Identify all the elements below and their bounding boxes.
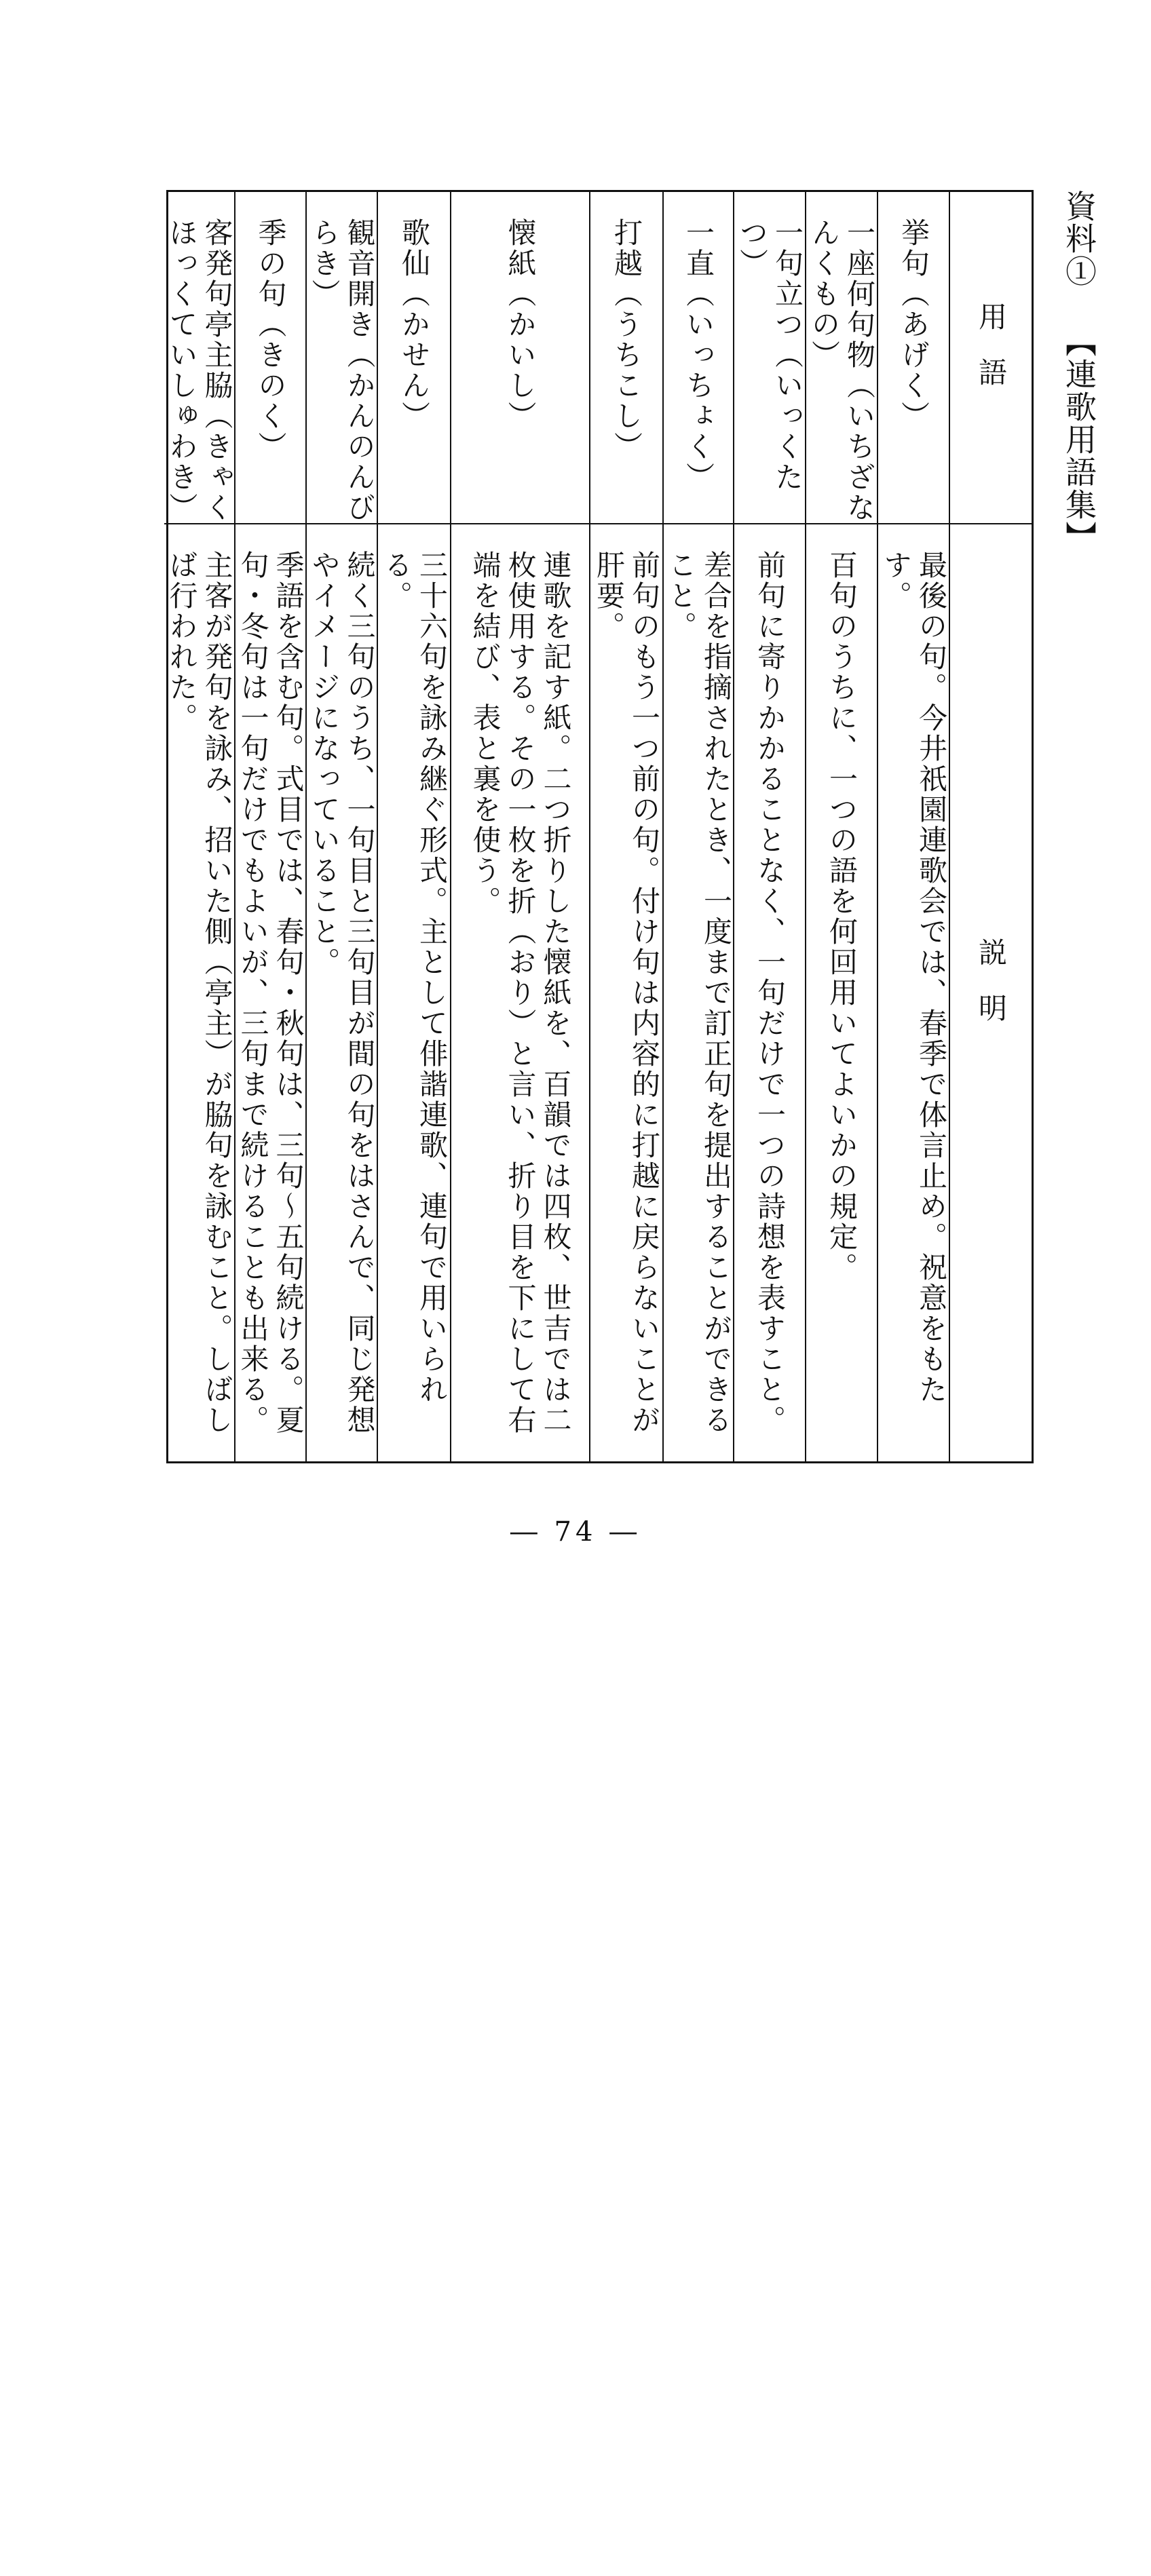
term-cell [378, 192, 450, 524]
term-text: 一直（いっちょく） [682, 218, 715, 493]
glossary-table [166, 190, 1034, 1463]
term-cell [806, 192, 877, 524]
description-cell [878, 524, 949, 1461]
description-cell [307, 524, 377, 1461]
table-row [589, 192, 662, 1461]
term-text: 打越（うちこし） [610, 218, 643, 462]
term-cell [451, 192, 589, 524]
table-header-column [949, 192, 1032, 1461]
term-cell [664, 192, 733, 524]
table-row [305, 192, 377, 1461]
term-cell [235, 192, 305, 524]
description-text: 最後の句。今井祇園連歌会では、春季で体言止め。祝意をもたす。 [880, 550, 948, 1405]
description-text: 主客が発句を詠み、招いた側（亭主）が脇句を詠むこと。しばしば行われた。 [165, 550, 234, 1436]
description-cell [734, 524, 805, 1461]
description-cell [806, 524, 877, 1461]
table-row [877, 192, 949, 1461]
description-text: 季語を含む句。式目では、春句・秋句は、三句～五句続ける。夏句・冬句は一句だけでもよいが、三句まで続けることも出来る。 [236, 550, 305, 1436]
description-text: 差合を指摘されたとき、一度まで訂正句を提出することができること。 [664, 550, 733, 1436]
description-header-cell [950, 524, 1032, 1461]
description-text: 連歌を記す紙。二つ折りした懐紙を、百韻では四枚、世吉では二枚使用する。その一枚を折（おり）と言い、折り目を下にして右端を結び、表と裏を使う。 [468, 550, 573, 1436]
term-header: 用語 [975, 302, 1008, 413]
description-text: 百句のうちに、一つの語を何回用いてよいかの規定。 [825, 550, 858, 1283]
page-number: ― 74 ― [510, 1516, 641, 1547]
term-cell [734, 192, 805, 524]
table-row [450, 192, 589, 1461]
description-text: 前句に寄りかかることなく、一句だけで一つの詩想を表すこと。 [753, 550, 787, 1436]
description-cell [235, 524, 305, 1461]
description-text: 前句のもう一つ前の句。付け句は内容的に打越に戻らないことが肝要。 [592, 550, 661, 1436]
table-row [164, 192, 234, 1461]
term-text: 挙句（あげく） [897, 218, 930, 431]
term-text: 歌仙（かせん） [398, 218, 431, 431]
page-title: 資料① 【連歌用語集】 [1061, 190, 1097, 554]
table-row [733, 192, 805, 1461]
description-text: 三十六句を詠み継ぐ形式。主として俳諧連歌、連句で用いられる。 [380, 550, 449, 1405]
description-cell [590, 524, 662, 1461]
table-row [805, 192, 877, 1461]
description-cell [664, 524, 733, 1461]
table-row [234, 192, 305, 1461]
description-cell [164, 524, 234, 1461]
term-cell [878, 192, 949, 524]
term-text: 客発句亭主脇（きゃくほっくていしゅわき） [165, 218, 234, 523]
table-row [662, 192, 733, 1461]
term-text: 観音開き（かんのんびらき） [307, 218, 377, 523]
description-text: 続く三句のうち、一句目と三句目が間の句をはさんで、同じ発想やイメージになっていること。 [307, 550, 377, 1436]
term-cell [164, 192, 234, 524]
term-cell [307, 192, 377, 524]
term-text: 季の句（きのく） [254, 218, 288, 462]
description-header: 説明 [975, 937, 1008, 1049]
term-text: 一座何句物（いちざなんくもの） [808, 218, 876, 523]
description-cell [451, 524, 589, 1461]
term-header-cell [950, 192, 1032, 524]
term-text: 一句立つ（いっくたつ） [736, 218, 804, 493]
table-row [377, 192, 450, 1461]
term-text: 懐紙（かいし） [504, 218, 537, 431]
term-cell [590, 192, 662, 524]
description-cell [378, 524, 450, 1461]
